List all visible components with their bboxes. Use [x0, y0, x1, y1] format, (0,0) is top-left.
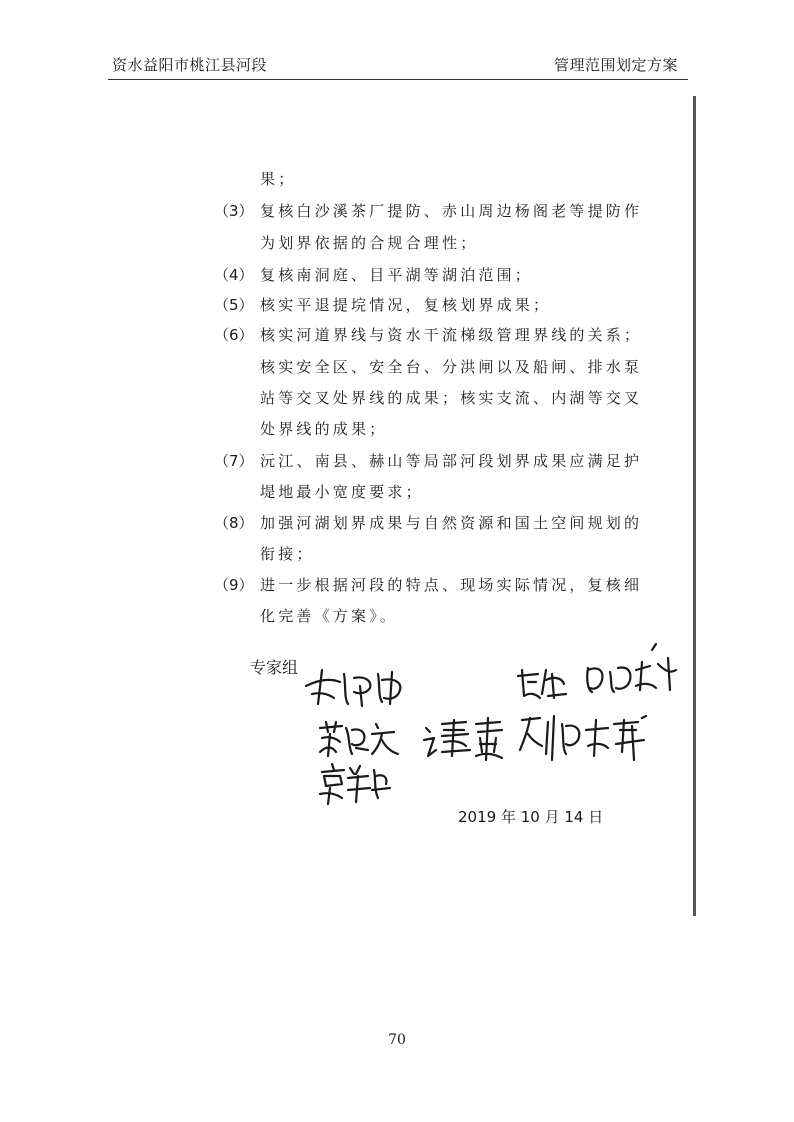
signature-7 — [316, 758, 392, 806]
list-item-line: 衔接； — [260, 545, 315, 563]
list-item-line: 复核白沙溪茶厂提防、赤山周边杨阁老等提防作 — [260, 202, 643, 220]
list-item-number: （6） — [214, 326, 254, 344]
list-item-line: 沅江、南县、赫山等局部河段划界成果应满足护 — [260, 452, 643, 470]
page-header-right: 管理范围划定方案 — [553, 56, 678, 74]
list-item-number: （3） — [214, 202, 254, 220]
signature-3 — [580, 640, 680, 698]
signature-5 — [420, 716, 506, 764]
list-item-line: 果； — [260, 170, 297, 188]
list-item-line: 核实平退提垸情况，复核划界成果； — [260, 296, 552, 314]
list-item-line: 化完善《方案》。 — [260, 607, 399, 625]
signature-2 — [512, 662, 572, 702]
list-item-line: 站等交叉处界线的成果；核实支流、内湖等交叉 — [260, 389, 643, 407]
list-item-line: 处界线的成果； — [260, 420, 388, 438]
list-item-line: 核实安全区、安全台、分洪闸以及船闸、排水泵 — [260, 358, 643, 376]
signature-6 — [516, 710, 652, 766]
list-item-line: 复核南洞庭、目平湖等湖泊范围； — [260, 266, 534, 284]
signature-1 — [300, 664, 410, 708]
list-item-line: 为划界依据的合规合理性； — [260, 234, 479, 252]
signature-4 — [316, 718, 402, 758]
list-item-number: （4） — [214, 266, 254, 284]
list-item-number: （5） — [214, 296, 254, 314]
expert-group-label: 专家组 — [250, 658, 299, 677]
list-item-line: 加强河湖划界成果与自然资源和国土空间规划的 — [260, 514, 643, 532]
list-item-line: 进一步根据河段的特点、现场实际情况，复核细 — [260, 576, 643, 594]
list-item-line: 核实河道界线与资水干流梯级管理界线的关系； — [260, 326, 643, 344]
list-item-number: （9） — [214, 576, 254, 594]
list-item-line: 堤地最小宽度要求； — [260, 483, 424, 501]
list-item-number: （7） — [214, 452, 254, 470]
page-header-left: 资水益阳市桃江县河段 — [112, 56, 268, 74]
signing-date: 2019 年 10 月 14 日 — [458, 808, 604, 826]
list-item-number: （8） — [214, 514, 254, 532]
page-number: 70 — [388, 1032, 406, 1048]
